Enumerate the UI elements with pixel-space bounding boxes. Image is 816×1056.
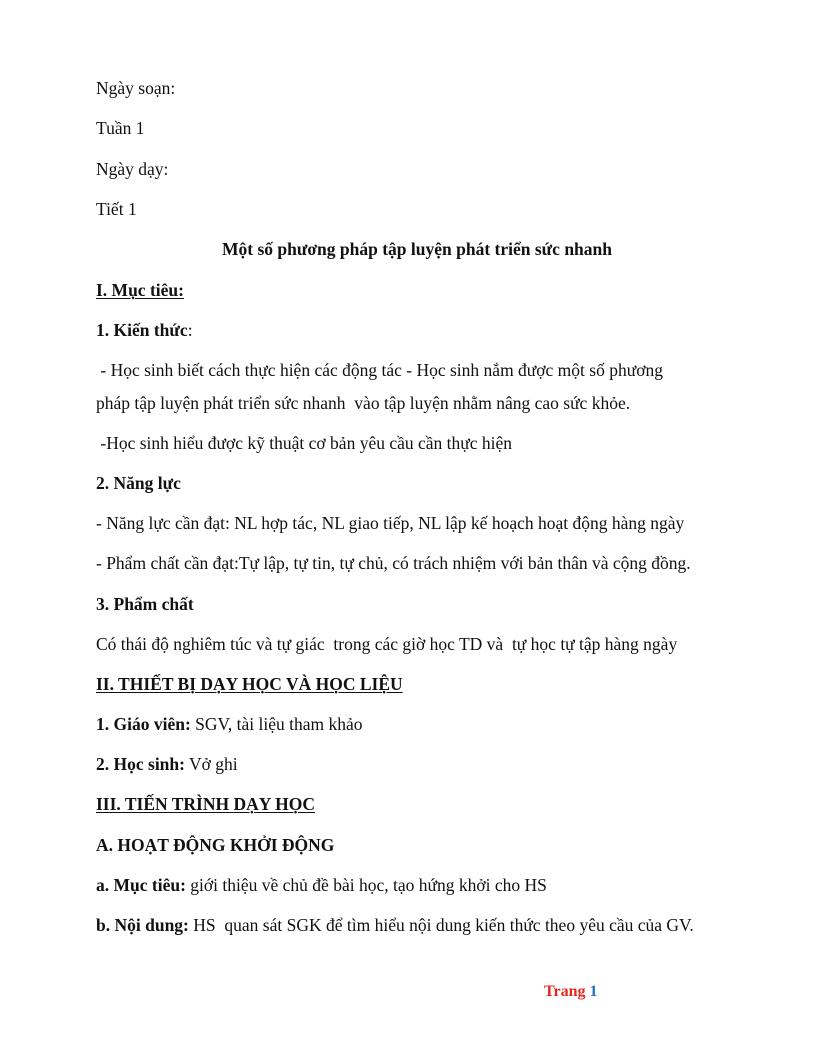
period: Tiết 1 (96, 199, 137, 219)
content-label: b. Nội dung: (96, 915, 189, 935)
quality-line-1: Có thái độ nghiêm túc và tự giác trong các giờ học TD và tự học tự tập hàng ngày (96, 634, 678, 654)
knowledge-heading: 1. Kiến thức (96, 320, 188, 340)
date-prepared: Ngày soạn: (96, 78, 176, 98)
page-number: 1 (589, 983, 598, 1000)
goal-label: a. Mục tiêu: (96, 875, 186, 895)
goal-line (96, 875, 547, 895)
competence-line-2: - Phẩm chất cần đạt:Tự lập, tự tin, tự chủ, có trách nhiệm với bản thân và cộng đồng. (96, 553, 691, 573)
competence-heading: 2. Năng lực (96, 473, 181, 493)
section-process-heading: III. TIẾN TRÌNH DẠY HỌC (96, 794, 315, 814)
knowledge-heading-line (96, 320, 193, 340)
teacher-value: SGV, tài liệu tham khảo (190, 714, 363, 734)
content-line (96, 915, 694, 935)
competence-line-1: - Năng lực cần đạt: NL hợp tác, NL giao tiếp, NL lập kế hoạch hoạt động hàng ngày (96, 513, 685, 533)
lesson-title: Một số phương pháp tập luyện phát triển sức nhanh (221, 239, 613, 259)
student-label: 2. Học sinh: (96, 754, 185, 774)
goal-value: giới thiệu về chủ đề bài học, tạo hứng khởi cho HS (185, 875, 547, 895)
page-footer (544, 982, 597, 1002)
section-equipment-heading: II. THIẾT BỊ DẠY HỌC VÀ HỌC LIỆU (96, 674, 403, 694)
date-taught: Ngày dạy: (96, 159, 169, 179)
student-line (96, 754, 238, 774)
teacher-line (96, 714, 363, 734)
knowledge-colon: : (187, 320, 193, 340)
knowledge-line-2: pháp tập luyện phát triển sức nhanh vào tập luyện nhằm nâng cao sức khỏe. (96, 393, 631, 413)
section-objectives-heading: I. Mục tiêu: (96, 280, 184, 300)
content-value: HS quan sát SGK để tìm hiểu nội dung kiến thức theo yêu cầu của GV. (188, 915, 694, 935)
teacher-label: 1. Giáo viên: (96, 714, 191, 734)
student-value: Vở ghi (184, 754, 238, 774)
quality-heading: 3. Phẩm chất (96, 594, 194, 614)
week: Tuần 1 (96, 118, 145, 138)
page-label: Trang (544, 983, 586, 1000)
knowledge-line-1: - Học sinh biết cách thực hiện các động tác - Học sinh nắm được một số phương (96, 360, 663, 380)
knowledge-line-3: -Học sinh hiểu được kỹ thuật cơ bản yêu cầu cần thực hiện (96, 433, 513, 453)
activity-heading: A. HOẠT ĐỘNG KHỞI ĐỘNG (96, 835, 335, 855)
